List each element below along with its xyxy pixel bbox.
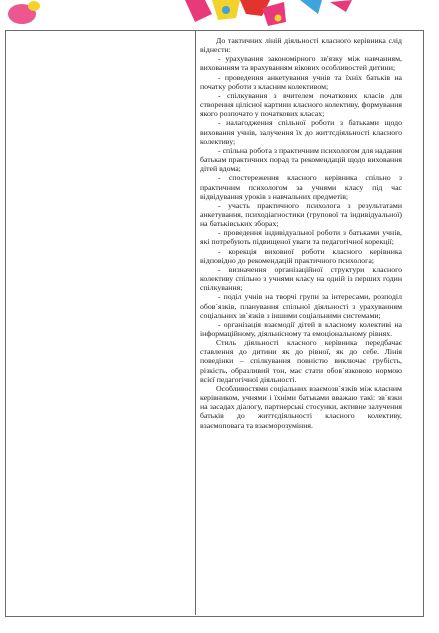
list-item: - організація взаємодії дітей в класному колективі на інформаційному, діяльнісному та емоціональному рівнях. <box>200 319 402 338</box>
features-paragraph: Особливостями соціальних взаємозв`язків між класним керівником, учнями і їхніми батьками вважаю такі: зв`язки на засадах діалогу, партнерські стосунки, активне залучення батьків до життєдіяльності класного колективу, взаємоповага та взаєморозуміння. <box>200 383 402 430</box>
list-item: - урахування закономірного зв'язку між навчанням, вихованням та врахуванням вікових особливостей дитини; <box>200 54 402 73</box>
list-item: - спільна робота з практичним психологом для надання батькам практичних порад та рекомендацій щодо виховання дітей вдома; <box>200 145 402 174</box>
document-text <box>200 36 402 430</box>
list-item: - проведення анкетування учнів та їхніх батьків на початку роботи з класним колективом; <box>200 72 402 91</box>
list-item: - налагодження спільної роботи з батьками щодо виховання учнів, залучення їх до життєдіяльності класного колективу; <box>200 118 402 146</box>
list-item: - проведення індивідуальної роботи з батьками учнів, які потребують підвищеної уваги та педагогічної корекції; <box>200 228 402 247</box>
list-item: - визначення організаційної структури класного колективу спільно з учнями класу на одній із перших годин спілкування; <box>200 264 402 293</box>
list-item: - спілкування з вчителем початкових класів для створення цілісної картини класного колективу, формування якого розпочато у початкових класах; <box>200 90 402 119</box>
intro-paragraph: До тактичних ліній діяльності класного керівника слід віднести: <box>200 36 402 55</box>
list-item: - поділ учнів на творчі групи за інтересами, розподіл обов`язків, планування спільної діяльності з урахуванням соціальних зв`язків з іншими соціальними системами; <box>200 292 402 320</box>
list-item: - спостереження класного керівника спільно з практичним психологом за учнями класу під час відвідування уроків з навчальних предметів; <box>200 173 402 201</box>
table-left-column <box>5 30 196 615</box>
style-paragraph: Стиль діяльності класного керівника передбачає ставлення до дитини як до рівної, як до себе. Лінія поведінки – спілкування повністю виключає грубість, різкість, образливий тон, має стати обов`язковою нормою всієї педагогічної діяльності. <box>200 338 402 384</box>
list-item: - участь практичного психолога з результатами анкетування, психодіагностики (групової та індивідуальної) на батьківських зборах; <box>200 200 402 229</box>
list-item: - корекція виховної роботи класного керівника відповідно до рекомендацій практичного психолога; <box>200 246 402 265</box>
